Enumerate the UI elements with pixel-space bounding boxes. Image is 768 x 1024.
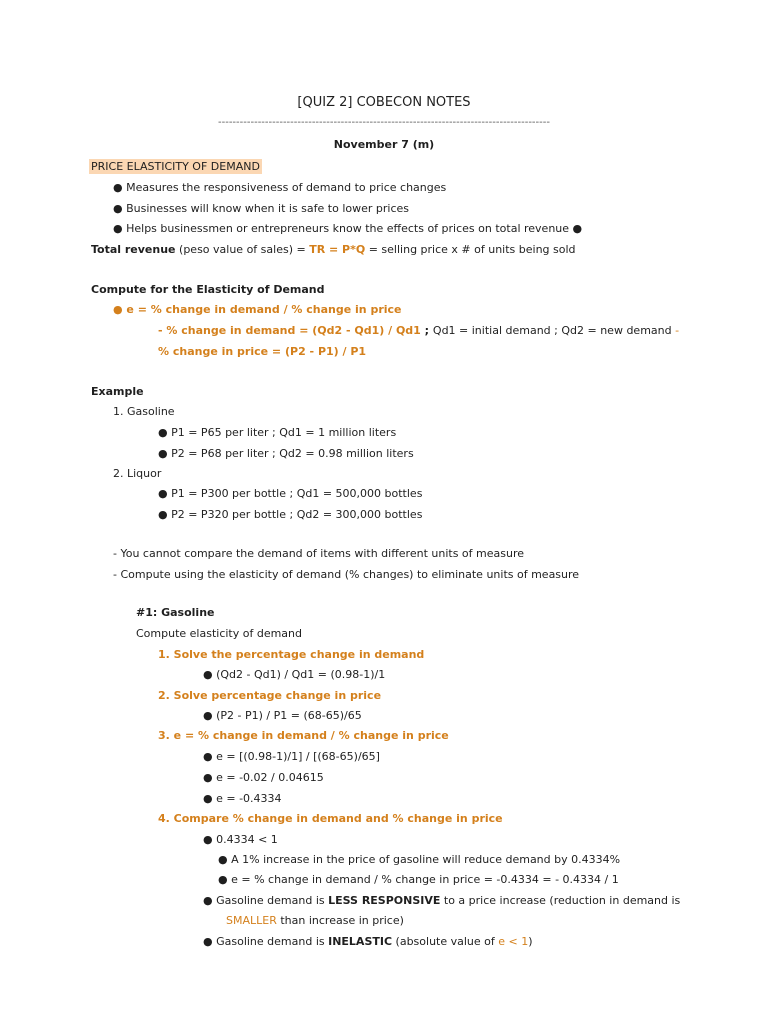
step-3-calc-2: ● e = -0.02 / 0.04615 <box>203 771 324 784</box>
section-heading <box>91 160 262 174</box>
inelastic-condition: e < 1 <box>498 935 529 948</box>
smaller-text: than increase in price) <box>276 914 404 927</box>
tr-text-2: = selling price x # of units being sold <box>365 243 576 256</box>
less-responsive-term: LESS RESPONSIVE <box>328 894 441 907</box>
elasticity-formula: ● e = % change in demand / % change in price <box>113 303 402 316</box>
example-item-2: 2. Liquor <box>113 467 162 480</box>
compute-heading: Compute for the Elasticity of Demand <box>91 283 325 296</box>
demand-change-dash: - <box>675 324 680 337</box>
demand-change-line <box>158 324 679 338</box>
example-item-1: 1. Gasoline <box>113 405 175 418</box>
price-change-formula: % change in price = (P2 - P1) / P1 <box>158 345 367 358</box>
title-separator: -------------------------------------------------------------------------------------------- <box>218 117 550 128</box>
demand-change-formula: - % change in demand = (Qd2 - Qd1) / Qd1 <box>158 324 421 337</box>
smaller-line <box>226 914 404 928</box>
less-text-1: ● Gasoline demand is <box>203 894 329 907</box>
smaller-term: SMALLER <box>226 914 277 927</box>
inelastic-text-2: (absolute value of <box>392 935 499 948</box>
demand-change-sep: ; <box>420 324 433 337</box>
less-responsive-line <box>203 894 680 908</box>
step-4-heading: 4. Compare % change in demand and % change in price <box>158 812 503 825</box>
less-text-2: to a price increase (reduction in demand is <box>440 894 681 907</box>
step-2-heading: 2. Solve percentage change in price <box>158 689 382 702</box>
total-revenue-line <box>91 243 576 257</box>
example-item-2a: ● P1 = P300 per bottle ; Qd1 = 500,000 bottles <box>158 487 423 500</box>
note-2: - Compute using the elasticity of demand (% changes) to eliminate units of measure <box>113 568 580 581</box>
step-4-formula: ● e = % change in demand / % change in price = -0.4334 = - 0.4334 / 1 <box>218 873 619 886</box>
gasoline-heading: #1: Gasoline <box>136 606 215 619</box>
inelastic-term: INELASTIC <box>328 935 393 948</box>
note-1: - You cannot compare the demand of items with different units of measure <box>113 547 525 560</box>
tr-text-1: (peso value of sales) = <box>175 243 310 256</box>
step-3-heading: 3. e = % change in demand / % change in price <box>158 729 449 742</box>
step-3-calc-3: ● e = -0.4334 <box>203 792 282 805</box>
inelastic-text-1: ● Gasoline demand is <box>203 935 329 948</box>
example-item-2b: ● P2 = P320 per bottle ; Qd2 = 300,000 bottles <box>158 508 423 521</box>
date-line: November 7 (m) <box>333 138 435 151</box>
step-1-calc: ● (Qd2 - Qd1) / Qd1 = (0.98-1)/1 <box>203 668 386 681</box>
bullet-2: ● Businesses will know when it is safe to lower prices <box>113 202 410 215</box>
step-4-compare: ● 0.4334 < 1 <box>203 833 278 846</box>
demand-change-defs: Qd1 = initial demand ; Qd2 = new demand <box>432 324 676 337</box>
step-4-interpretation: ● A 1% increase in the price of gasoline will reduce demand by 0.4334% <box>218 853 621 866</box>
inelastic-text-3: ) <box>528 935 533 948</box>
bullet-1: ● Measures the responsiveness of demand to price changes <box>113 181 447 194</box>
example-item-1a: ● P1 = P65 per liter ; Qd1 = 1 million liters <box>158 426 397 439</box>
example-heading: Example <box>91 385 144 398</box>
inelastic-line <box>203 935 533 949</box>
bullet-3: ● Helps businessmen or entrepreneurs know the effects of prices on total revenue ● <box>113 222 583 235</box>
gasoline-subheading: Compute elasticity of demand <box>136 627 303 640</box>
step-2-calc: ● (P2 - P1) / P1 = (68-65)/65 <box>203 709 362 722</box>
step-1-heading: 1. Solve the percentage change in demand <box>158 648 425 661</box>
tr-formula: TR = P*Q <box>309 243 366 256</box>
tr-label: Total revenue <box>91 243 176 256</box>
step-3-calc-1: ● e = [(0.98-1)/1] / [(68-65)/65] <box>203 750 380 763</box>
page-title: [QUIZ 2] COBECON NOTES <box>297 95 471 110</box>
section-highlight: PRICE ELASTICITY OF DEMAND <box>91 160 260 173</box>
example-item-1b: ● P2 = P68 per liter ; Qd2 = 0.98 million liters <box>158 447 414 460</box>
